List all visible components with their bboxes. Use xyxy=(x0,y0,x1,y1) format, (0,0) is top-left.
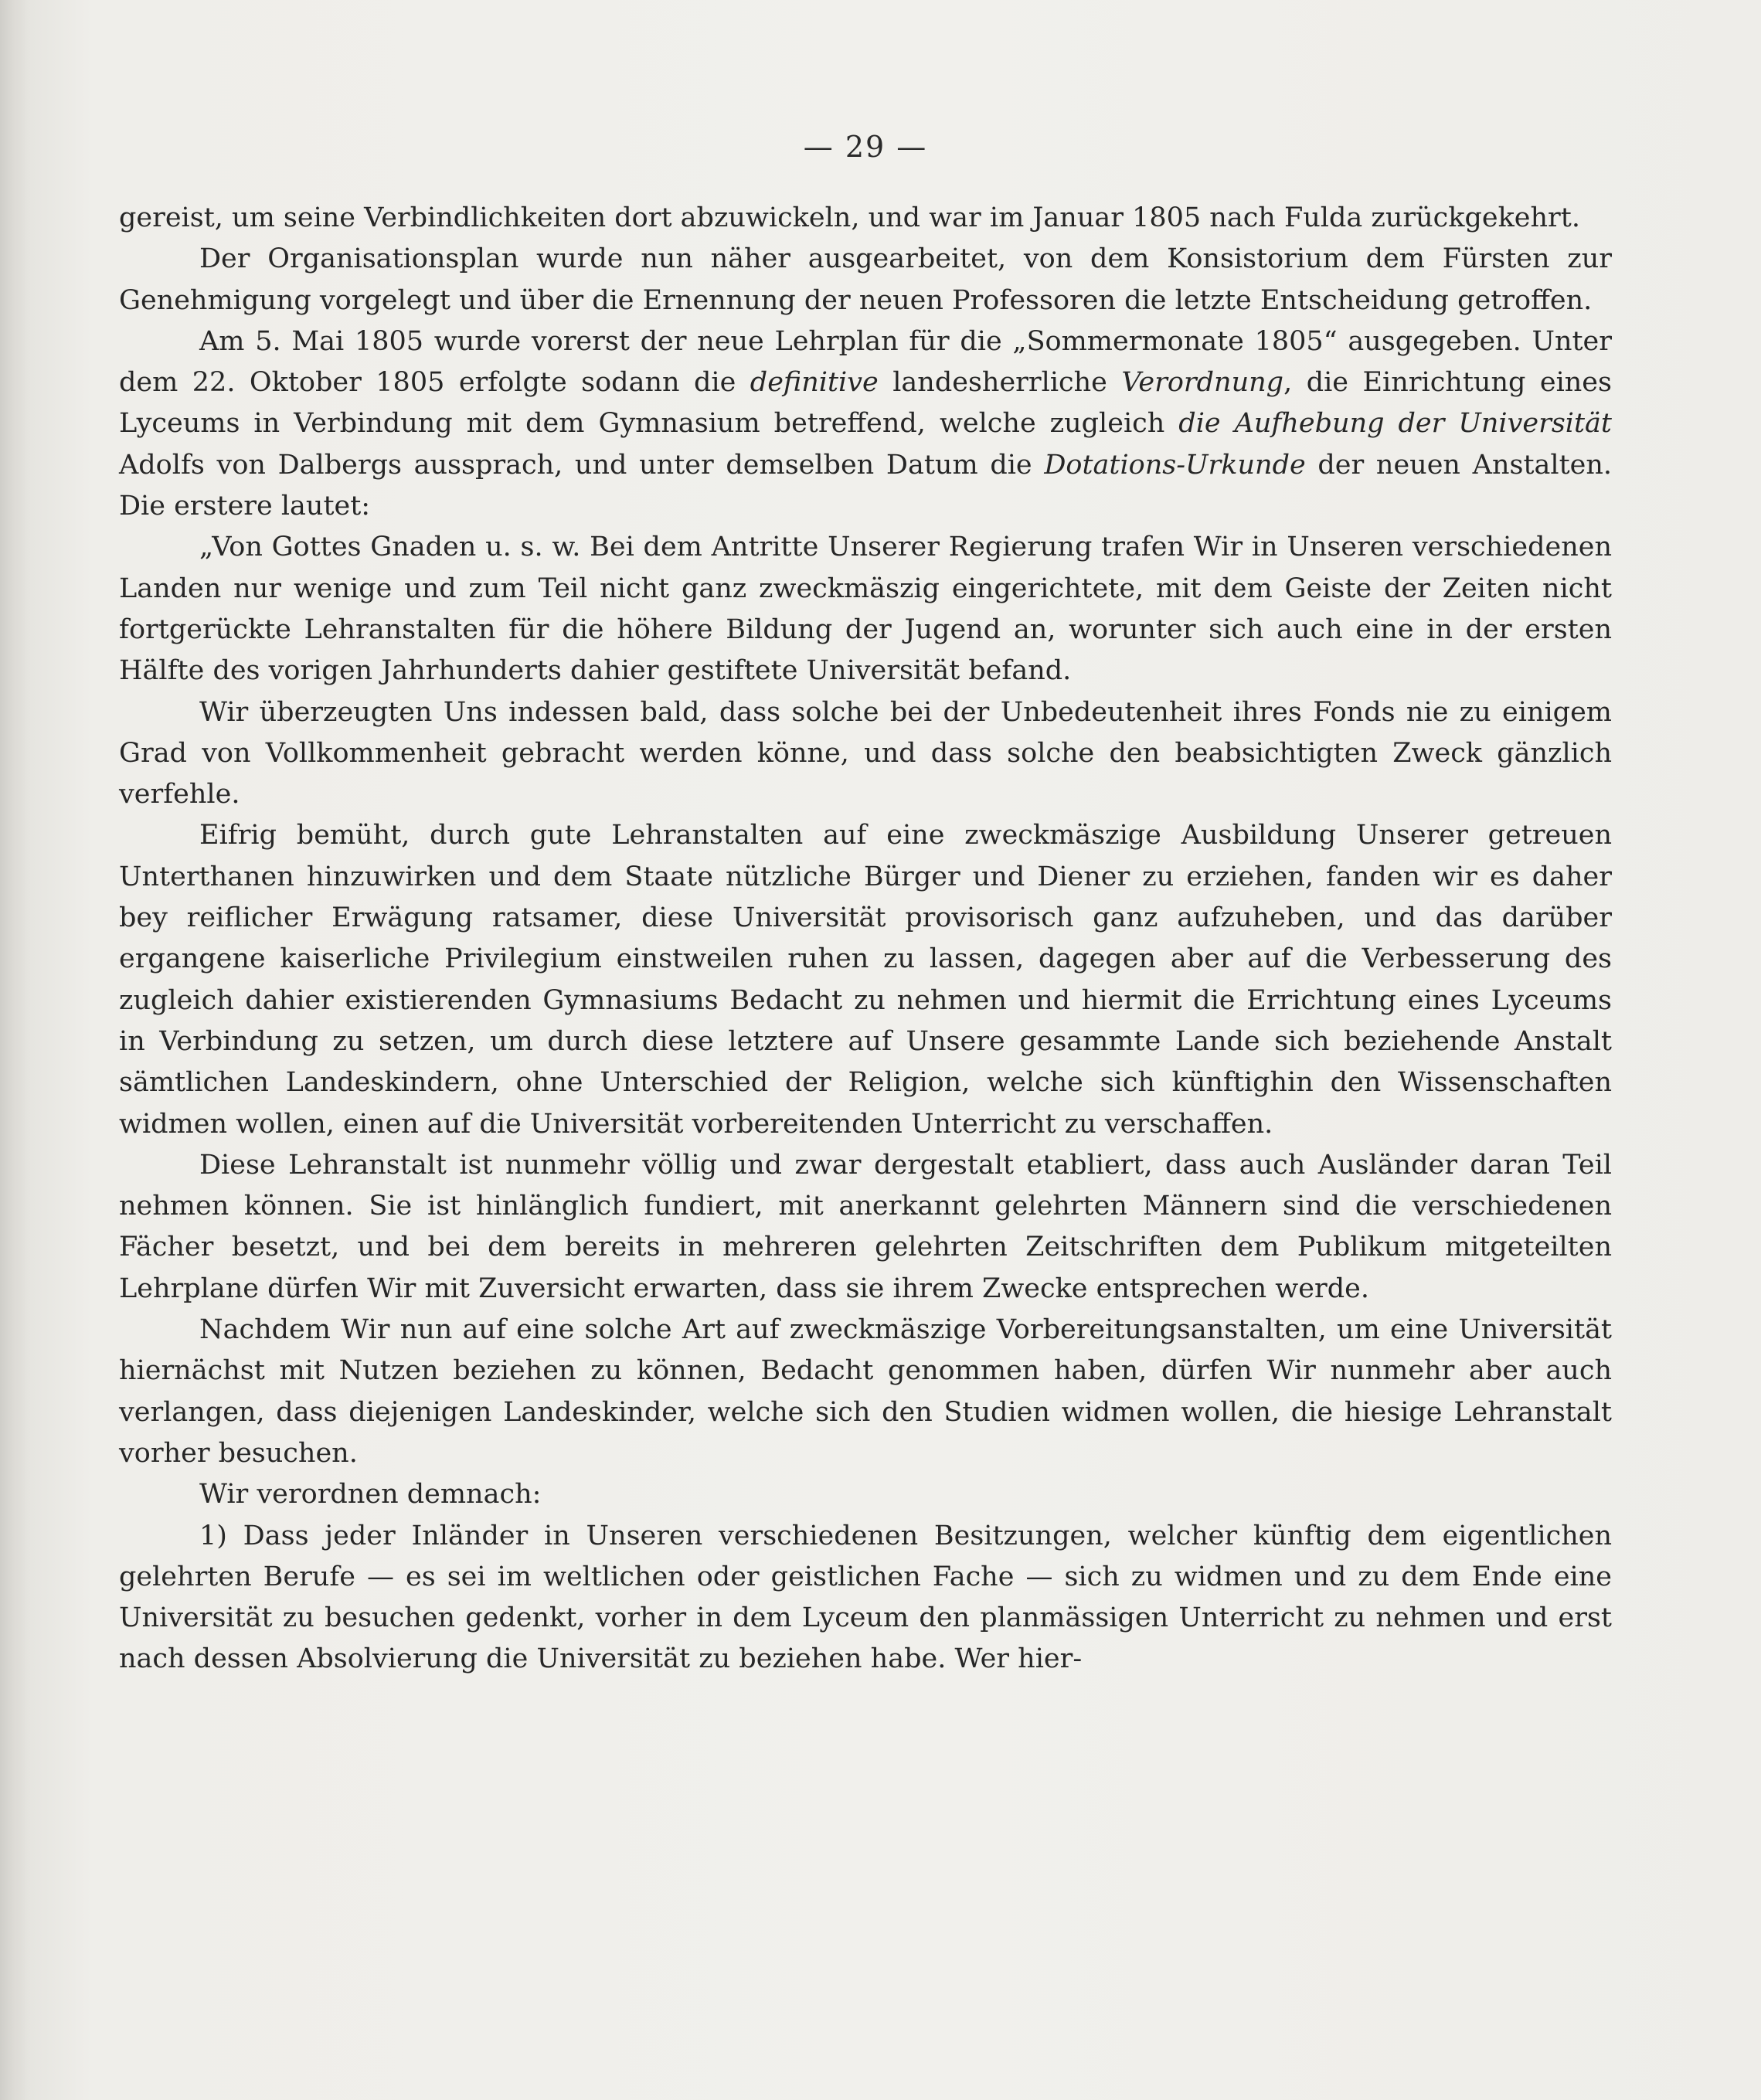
paragraph xyxy=(119,1516,1612,1680)
body-text xyxy=(119,198,1612,1680)
text-run: , die Einrichtung eines Lyceums in Verbindung mit dem Gymnasium betreffend, welche zugleich xyxy=(119,367,1612,440)
paragraph xyxy=(119,692,1612,816)
emphasis-text: Dotations-Urkunde xyxy=(1044,449,1306,481)
paragraph xyxy=(119,321,1612,527)
text-run: Der Organisationsplan wurde nun näher ausgearbeitet, von dem Konsistorium dem Fürsten zur Genehmigung vorgelegt und über die Ernennung der neuen Professoren die letzte Entscheidung getroffen. xyxy=(119,243,1612,316)
emphasis-text: definitive xyxy=(750,367,879,399)
page-number: — 29 — xyxy=(803,130,928,164)
text-run: Nachdem Wir nun auf eine solche Art auf zweckmäszige Vorbereitungsanstalten, um eine Universität hiernächst mit Nutzen beziehen zu können, Bedacht genommen haben, dürfen Wir nunmehr aber auch verlangen, dass diejenigen Landeskinder, welche sich den Studien widmen wollen, die hiesige Lehranstalt vorher besuchen. xyxy=(119,1314,1612,1469)
text-run: gereist, um seine Verbindlichkeiten dort abzuwickeln, und war im Januar 1805 nach Fulda zurückgekehrt. xyxy=(119,202,1580,233)
text-run: „Von Gottes Gnaden u. s. w. Bei dem Antritte Unserer Regierung trafen Wir in Unseren verschiedenen Landen nur wenige und zum Teil nicht ganz zweckmäszig eingerichtete, mit dem Geiste der Zeiten nicht fortgerückte Lehranstalten für die höhere Bildung der Jugend an, worunter sich auch eine in der ersten Hälfte des vorigen Jahrhunderts dahier gestiftete Universität befand. xyxy=(119,532,1612,687)
text-run: Am 5. Mai 1805 wurde vorerst der neue Lehrplan für die „Sommermonate 1805“ ausgegeben. Unter dem 22. Oktober 1805 erfolgte sodann die xyxy=(119,325,1612,399)
text-run: Adolfs von Dalbergs aussprach, und unter demselben Datum die xyxy=(119,449,1045,481)
binding-gutter xyxy=(0,0,26,2100)
paragraph xyxy=(119,815,1612,1144)
text-run: Wir überzeugten Uns indessen bald, dass solche bei der Unbedeutenheit ihres Fonds nie zu einigem Grad von Vollkommenheit gebracht werden könne, und dass solche den beabsichtigten Zweck gänzlich verfehle. xyxy=(119,696,1612,810)
paragraph xyxy=(119,1474,1612,1515)
emphasis-text: Verordnung xyxy=(1121,367,1284,399)
text-run: Diese Lehranstalt ist nunmehr völlig und zwar dergestalt etabliert, dass auch Ausländer daran Teil nehmen können. Sie ist hinlänglich fundiert, mit anerkannt gelehrten Männern sind die verschiedenen Fächer besetzt, und bei dem bereits in mehreren gelehrten Zeitschriften dem Publikum mitgeteilten Lehrplane dürfen Wir mit Zuversicht erwarten, dass sie ihrem Zwecke entsprechen werde. xyxy=(119,1149,1612,1304)
emphasis-text: die Aufhebung der Universität xyxy=(1178,408,1612,440)
paragraph xyxy=(119,239,1612,321)
text-run: der neuen Anstalten. Die erstere lautet: xyxy=(119,449,1613,522)
paragraph xyxy=(119,198,1612,239)
text-run: Eifrig bemüht, durch gute Lehranstalten auf eine zweckmäszige Ausbildung Unserer getreuen Unterthanen hinzuwirken und dem Staate nützliche Bürger und Diener zu erziehen, fanden wir es daher bey reiflicher Erwägung ratsamer, diese Universität provisorisch ganz aufzuheben, und das darüber ergangene kaiserliche Privilegium einstweilen ruhen zu lassen, dagegen aber auf die Verbesserung des zugleich dahier existierenden Gymnasiums Bedacht zu nehmen und hiermit die Errichtung eines Lyceums in Verbindung zu setzen, um durch diese letztere auf Unsere gesammte Lande sich beziehende Anstalt sämtlichen Landeskindern, ohne Unterschied der Religion, welche sich künftighin den Wissenschaften widmen wollen, einen auf die Universität vorbereitenden Unterricht zu verschaffen. xyxy=(119,820,1612,1140)
text-run: Wir verordnen demnach: xyxy=(199,1479,542,1510)
text-run: landesherrliche xyxy=(878,367,1122,399)
text-run: 1) Dass jeder Inländer in Unseren verschiedenen Besitzungen, welcher künftig dem eigentlichen gelehrten Berufe — es sei im weltlichen oder geistlichen Fache — sich zu widmen und zu dem Ende eine Universität zu besuchen gedenkt, vorher in dem Lyceum den planmässigen Unterricht zu nehmen und erst nach dessen Absolvierung die Universität zu beziehen habe. Wer hier- xyxy=(119,1520,1612,1675)
paragraph xyxy=(119,1310,1612,1474)
paragraph xyxy=(119,1145,1612,1310)
paragraph xyxy=(119,527,1612,692)
